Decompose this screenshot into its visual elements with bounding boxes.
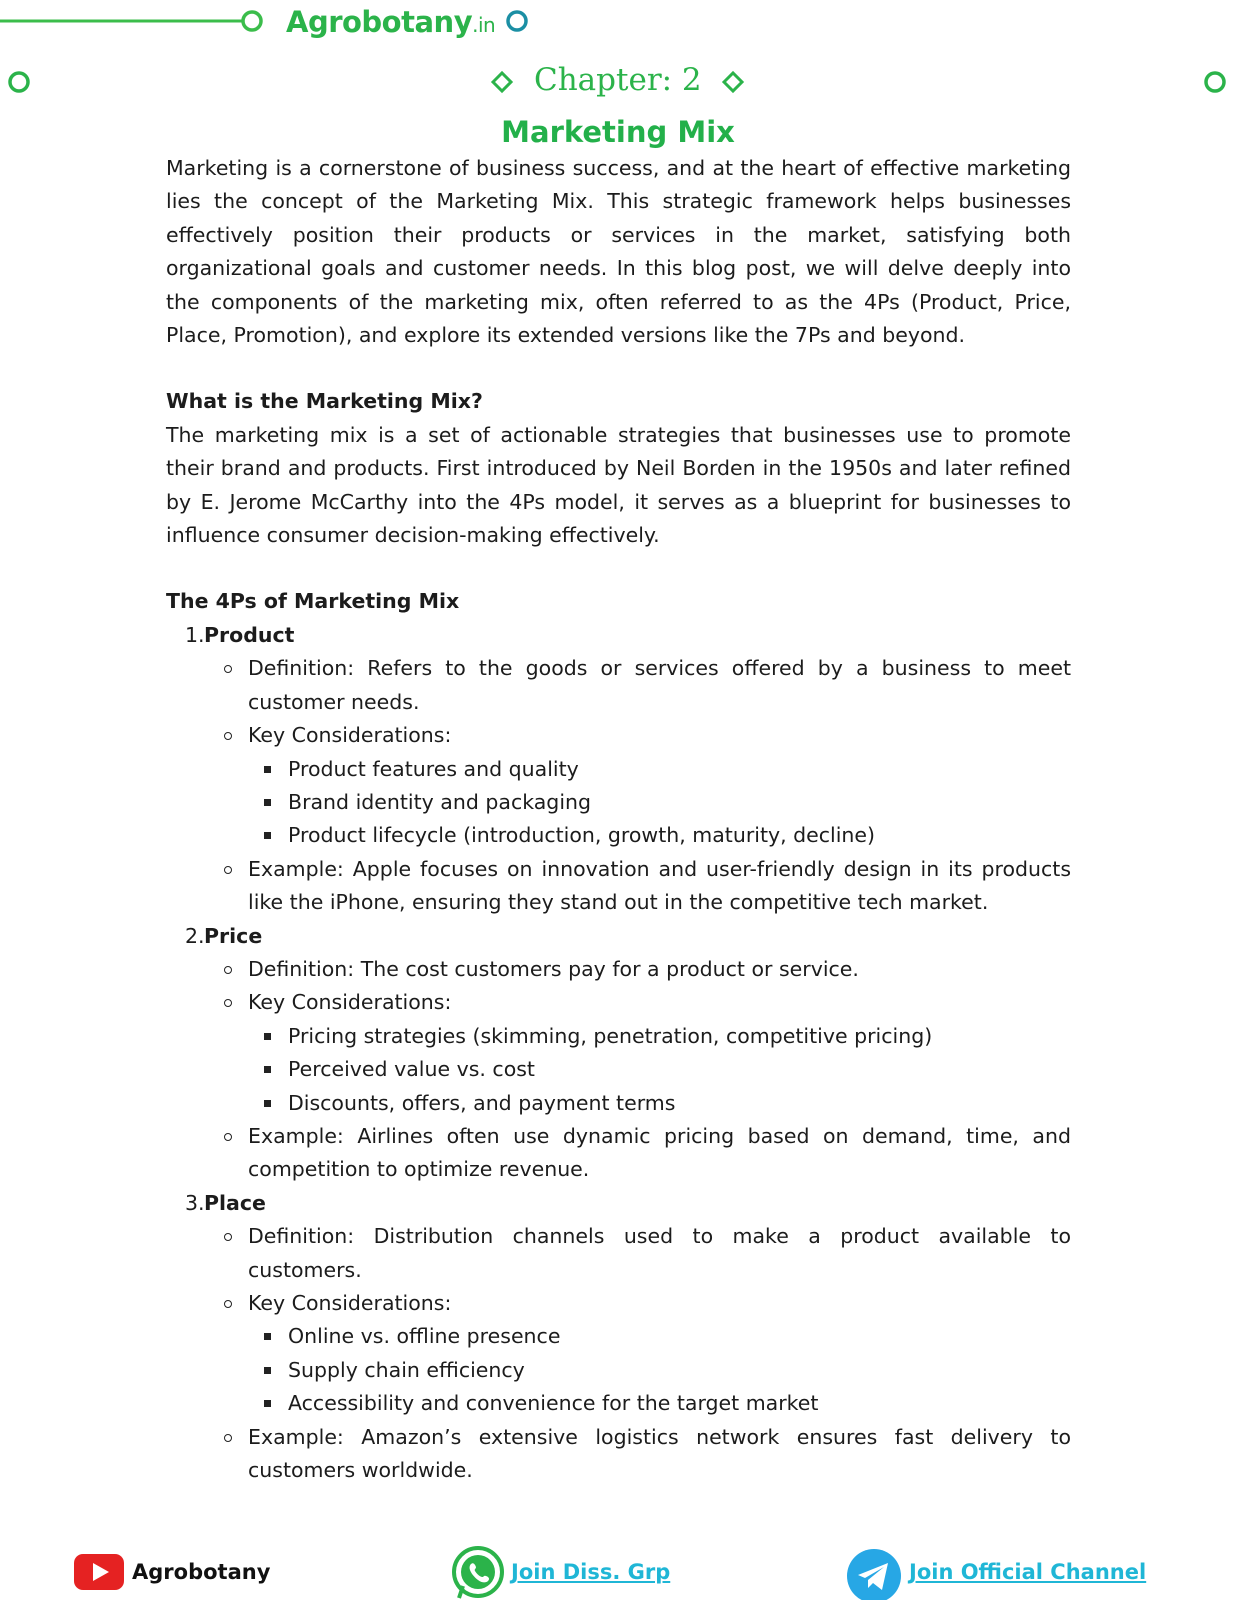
brand-logo: [286, 3, 495, 44]
brand-suffix: .in: [472, 13, 496, 37]
consideration-bullet: Accessibility and convenience for the target market: [288, 1387, 1071, 1420]
section-heading: What is the Marketing Mix?: [166, 389, 483, 414]
consideration-bullet: Pricing strategies (skimming, penetration, competitive pricing): [288, 1020, 1071, 1053]
chapter-label: Chapter: 2: [534, 62, 702, 98]
telegram-icon[interactable]: [846, 1548, 902, 1600]
example-item: Example: Amazon’s extensive logistics network ensures fast delivery to customers worldwide.: [248, 1421, 1071, 1488]
item-title: Product: [204, 622, 295, 647]
consideration-bullet: Brand identity and packaging: [288, 786, 1071, 819]
document-body: [166, 152, 1071, 1487]
youtube-label[interactable]: Agrobotany: [132, 1560, 271, 1584]
consideration-bullet: Perceived value vs. cost: [288, 1053, 1071, 1086]
example-item: Example: Airlines often use dynamic pricing based on demand, time, and competition to optimize revenue.: [248, 1120, 1071, 1187]
considerations-item: [248, 719, 1071, 853]
list-item-price: [185, 920, 1071, 1187]
considerations-label: Key Considerations:: [248, 723, 452, 748]
item-number: 3.: [185, 1190, 205, 1215]
consideration-bullet: Product features and quality: [288, 753, 1071, 786]
whatsapp-icon[interactable]: [450, 1546, 506, 1600]
page-title: Marketing Mix: [501, 115, 735, 149]
official-channel-link[interactable]: Join Official Channel: [909, 1560, 1147, 1584]
considerations-label: Key Considerations:: [248, 990, 452, 1015]
consideration-bullet: Discounts, offers, and payment terms: [288, 1087, 1071, 1120]
section-paragraph: The marketing mix is a set of actionable strategies that businesses use to promote their brand and products. First introduced by Neil Borden in the 1950s and later refined by E. Jerome McCarthy into the 4Ps model, it serves as a blueprint for businesses to influence consumer decision-making effectively.: [166, 422, 1071, 548]
item-number: 2.: [185, 923, 205, 948]
brand-name: Agrobotany: [286, 5, 473, 39]
consideration-bullet: Supply chain efficiency: [288, 1354, 1071, 1387]
consideration-bullet: Online vs. offline presence: [288, 1320, 1071, 1353]
definition-item: Definition: Refers to the goods or services offered by a business to meet customer needs.: [248, 652, 1071, 719]
item-title: Place: [204, 1190, 266, 1215]
item-title: Price: [204, 923, 263, 948]
considerations-item: [248, 986, 1071, 1120]
discussion-group-link[interactable]: Join Diss. Grp: [511, 1560, 671, 1584]
considerations-label: Key Considerations:: [248, 1291, 452, 1315]
example-item: Example: Apple focuses on innovation and user-friendly design in its products like the iPhone, ensuring they stand out in the competitive tech market.: [248, 853, 1071, 920]
definition-item: Definition: The cost customers pay for a product or service.: [248, 953, 1071, 986]
list-item-product: [185, 619, 1071, 920]
footer-divider: [0, 1528, 1236, 1536]
four-ps-list: [166, 619, 1071, 1488]
list-item-place: [185, 1187, 1071, 1488]
definition-item: Definition: Distribution channels used to make a product available to customers.: [248, 1220, 1071, 1287]
consideration-bullet: Product lifecycle (introduction, growth, maturity, decline): [288, 819, 1071, 852]
youtube-icon[interactable]: [73, 1553, 125, 1591]
item-number: 1.: [185, 622, 205, 647]
intro-paragraph: Marketing is a cornerstone of business success, and at the heart of effective marketing lies the concept of the Marketing Mix. This strategic framework helps businesses effectively position their products or services in the market, satisfying both organizational goals and customer needs. In this blog post, we will delve deeply into the components of the marketing mix, often referred to as the 4Ps (Product, Price, Place, Promotion), and explore its extended versions like the 7Ps and beyond.: [166, 156, 1071, 348]
considerations-item: [248, 1287, 1071, 1421]
section-heading: The 4Ps of Marketing Mix: [166, 589, 460, 614]
